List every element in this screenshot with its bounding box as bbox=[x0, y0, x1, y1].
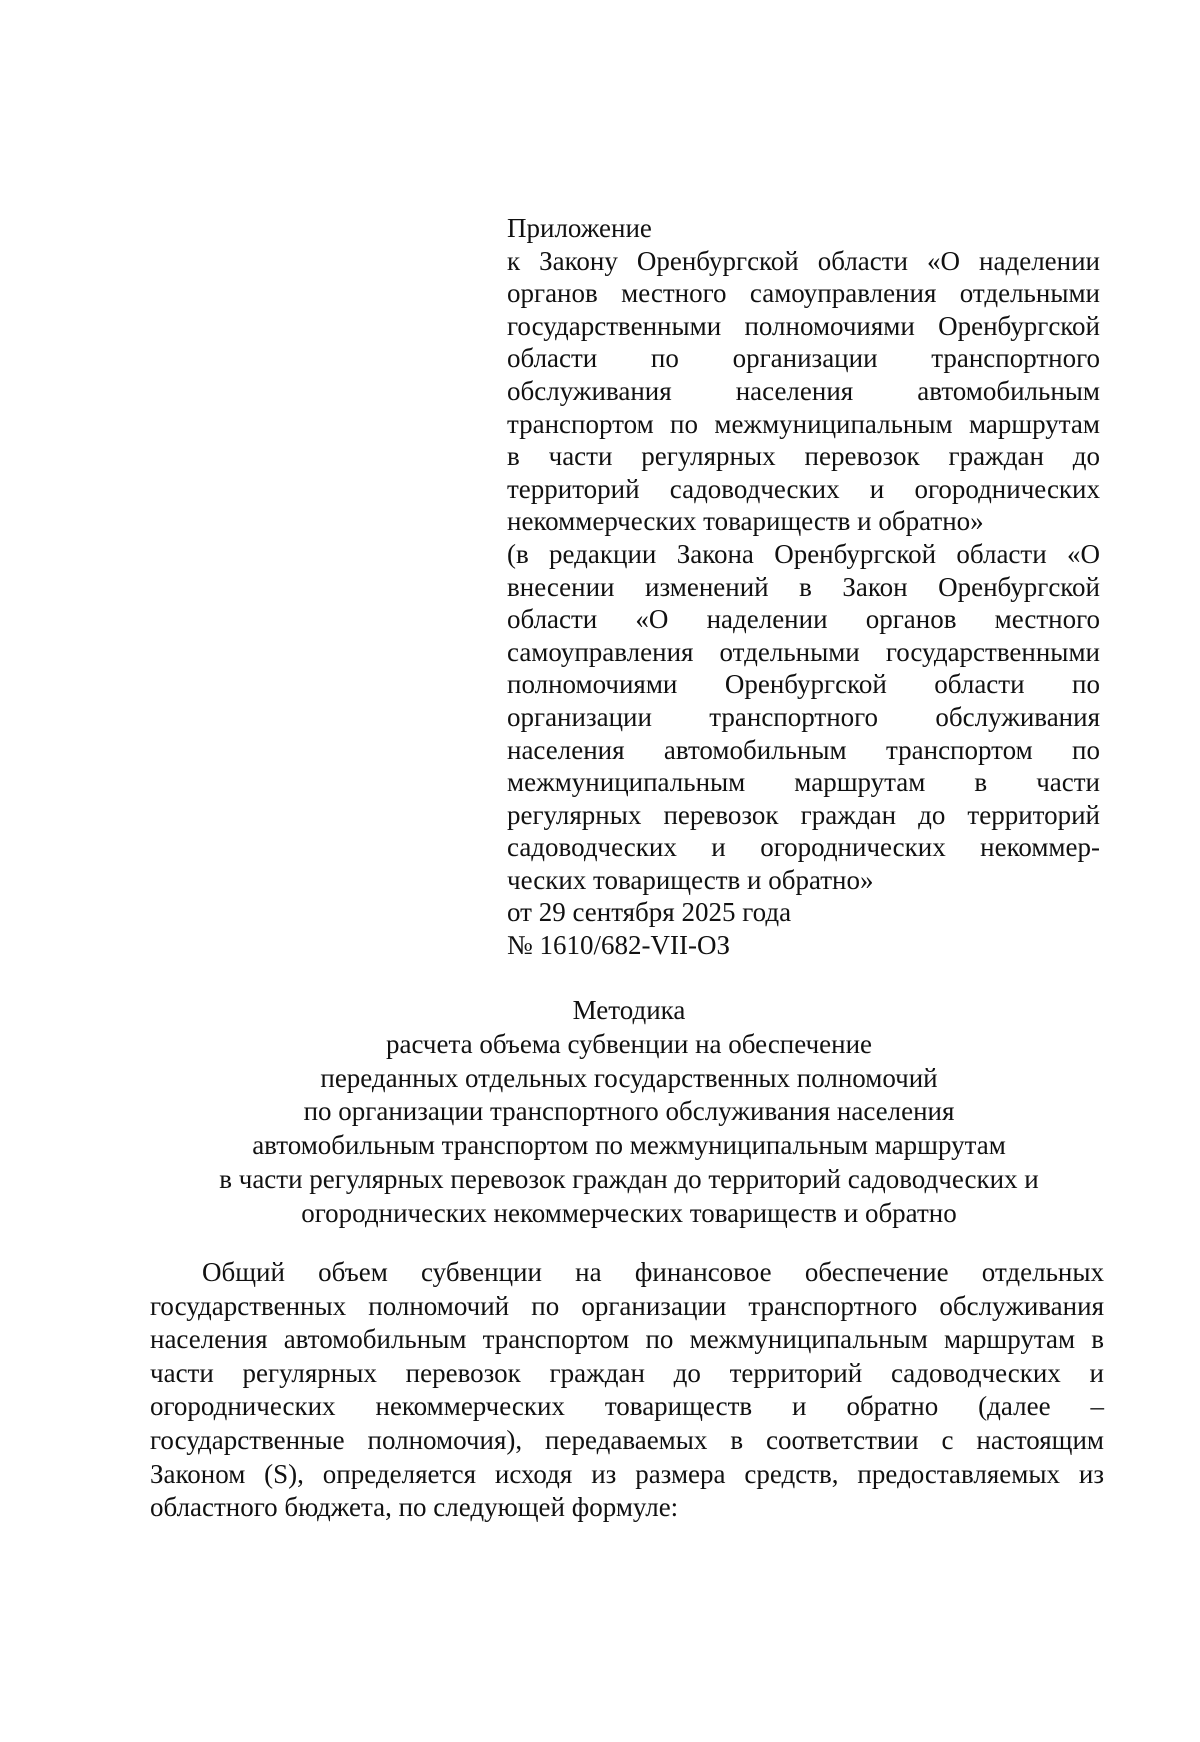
appendix-header bbox=[507, 212, 1100, 962]
body-line: областного бюджета, по следующей формуле: bbox=[150, 1492, 679, 1523]
appendix-line: обслуживания населения автомобильным bbox=[507, 375, 1100, 406]
appendix-line: ческих товариществ и обратно» bbox=[507, 864, 874, 895]
title-line: по организации транспортного обслуживания населения bbox=[303, 1096, 955, 1127]
appendix-line: некоммерческих товариществ и обратно» bbox=[507, 506, 984, 537]
appendix-line: области «О наделении органов местного bbox=[507, 604, 1100, 635]
body-line: государственные полномочия), передаваемых в соответствии с настоящим bbox=[150, 1424, 1104, 1455]
body-line: населения автомобильным транспортом по межмуниципальным маршрутам в bbox=[150, 1324, 1104, 1355]
title-line: огороднических некоммерческих товариществ и обратно bbox=[301, 1197, 957, 1228]
title-line: автомобильным транспортом по межмуниципальным маршрутам bbox=[252, 1130, 1006, 1161]
appendix-line: транспортом по межмуниципальным маршрутам bbox=[507, 408, 1100, 439]
title-line: Методика bbox=[572, 995, 686, 1025]
appendix-number: № 1610/682-VII-ОЗ bbox=[507, 930, 731, 961]
appendix-line: самоуправления отдельными государственными bbox=[507, 636, 1100, 667]
body-line: части регулярных перевозок граждан до территорий садоводческих и bbox=[150, 1357, 1104, 1388]
appendix-line: к Закону Оренбургской области «О наделении bbox=[507, 245, 1100, 276]
title-line: в части регулярных перевозок граждан до территорий садоводческих и bbox=[219, 1163, 1039, 1194]
appendix-line: территорий садоводческих и огороднических bbox=[507, 473, 1100, 504]
appendix-line: области по организации транспортного bbox=[507, 343, 1100, 374]
appendix-line: государственными полномочиями Оренбургской bbox=[507, 310, 1100, 341]
appendix-line: организации транспортного обслуживания bbox=[507, 701, 1100, 732]
appendix-line: (в редакции Закона Оренбургской области «О bbox=[507, 538, 1100, 569]
body-line: Общий объем субвенции на финансовое обеспечение отдельных bbox=[202, 1257, 1104, 1287]
appendix-line: садоводческих и огороднических некоммер- bbox=[507, 832, 1100, 863]
appendix-line: Приложение bbox=[507, 213, 652, 243]
appendix-line: в части регулярных перевозок граждан до bbox=[507, 441, 1100, 472]
methodology-title bbox=[150, 994, 1108, 1231]
appendix-date: от 29 сентября 2025 года bbox=[507, 897, 792, 928]
body-line: Законом (S), определяется исходя из размера средств, предоставляемых из bbox=[150, 1458, 1104, 1489]
title-line: расчета объема субвенции на обеспечение bbox=[385, 1028, 873, 1059]
appendix-line: полномочиями Оренбургской области по bbox=[507, 669, 1100, 700]
body-paragraph bbox=[150, 1256, 1104, 1525]
body-line: государственных полномочий по организации транспортного обслуживания bbox=[150, 1290, 1104, 1321]
appendix-line: органов местного самоуправления отдельными bbox=[507, 278, 1100, 309]
body-line: огороднических некоммерческих товариществ и обратно (далее – bbox=[150, 1391, 1104, 1422]
appendix-line: внесении изменений в Закон Оренбургской bbox=[507, 571, 1100, 602]
appendix-line: населения автомобильным транспортом по bbox=[507, 734, 1100, 765]
appendix-line: межмуниципальным маршрутам в части bbox=[507, 767, 1100, 798]
appendix-line: регулярных перевозок граждан до территорий bbox=[507, 799, 1100, 830]
title-line: переданных отдельных государственных полномочий bbox=[320, 1062, 938, 1093]
